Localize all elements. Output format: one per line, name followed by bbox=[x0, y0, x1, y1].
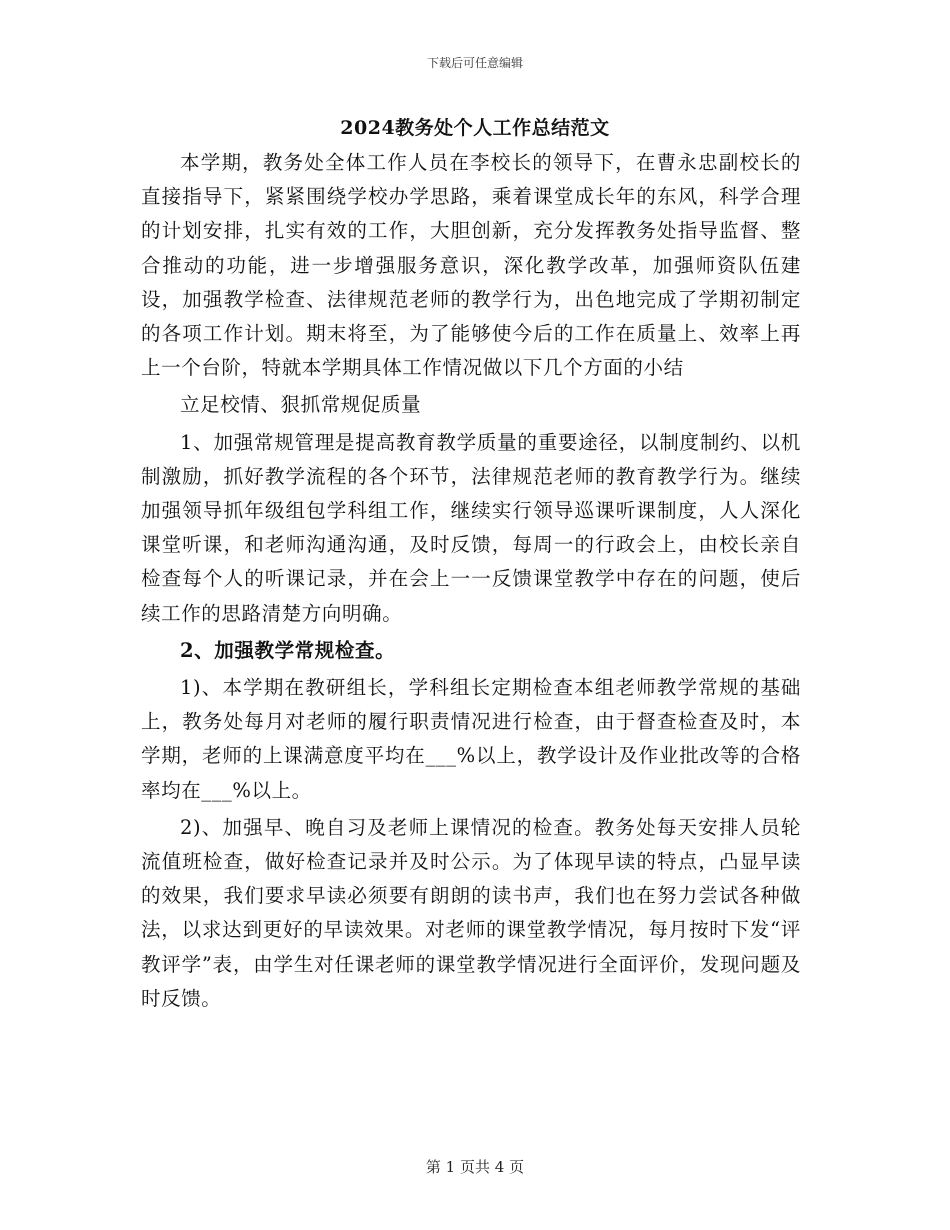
paragraph-inspection-item-1: 1)、本学期在教研组长，学科组长定期检查本组老师教学常规的基础上，教务处每月对老师的履行职责情况进行检查，由于督查检查及时，本学期，老师的上课满意度平均在___%以上，教学设计及作业批改等的合格率均在___%以上。 bbox=[141, 676, 801, 802]
paragraph-regular-management: 1、加强常规管理是提高教育教学质量的重要途径，以制度制约、以机制激励，抓好教学流程的各个环节，法律规范老师的教育教学行为。继续加强领导抓年级组包学科组工作，继续实行领导巡课听课制度，人人深化课堂听课，和老师沟通沟通，及时反馈，每周一的行政会上，由校长亲自检查每个人的听课记录，并在会上一一反馈课堂教学中存在的问题，使后续工作的思路清楚方向明确。 bbox=[141, 430, 801, 625]
paragraph-intro: 本学期，教务处全体工作人员在李校长的领导下，在曹永忠副校长的直接指导下，紧紧围绕学校办学思路，乘着课堂成长年的东风，科学合理的计划安排，扎实有效的工作，大胆创新，充分发挥教务处指导监督、整合推动的功能，进一步增强服务意识，深化教学改革，加强师资队伍建设，加强教学检查、法律规范老师的教学行为，出色地完成了学期初制定的各项工作计划。期末将至，为了能够使今后的工作在质量上、效率上再上一个台阶，特就本学期具体工作情况做以下几个方面的小结 bbox=[141, 151, 801, 380]
subheading-teaching-inspection: 2、加强教学常规检查。 bbox=[180, 638, 396, 662]
document-title: 2024教务处个人工作总结范文 bbox=[340, 117, 610, 139]
page-number: 第 1 页共 4 页 bbox=[425, 1158, 525, 1176]
section-heading: 立足校情、狠抓常规促质量 bbox=[180, 393, 422, 417]
document-body bbox=[141, 146, 801, 1016]
header-note: 下载后可任意编辑 bbox=[426, 56, 523, 70]
paragraph-inspection-item-2: 2)、加强早、晚自习及老师上课情况的检查。教务处每天安排人员轮流值班检查，做好检查记录并及时公示。为了体现早读的特点，凸显早读的效果，我们要求早读必须要有朗朗的读书声，我们也在努力尝试各种做法，以求达到更好的早读效果。对老师的课堂教学情况，每月按时下发“评教评学”表，由学生对任课老师的课堂教学情况进行全面评价，发现问题及时反馈。 bbox=[141, 815, 801, 1010]
